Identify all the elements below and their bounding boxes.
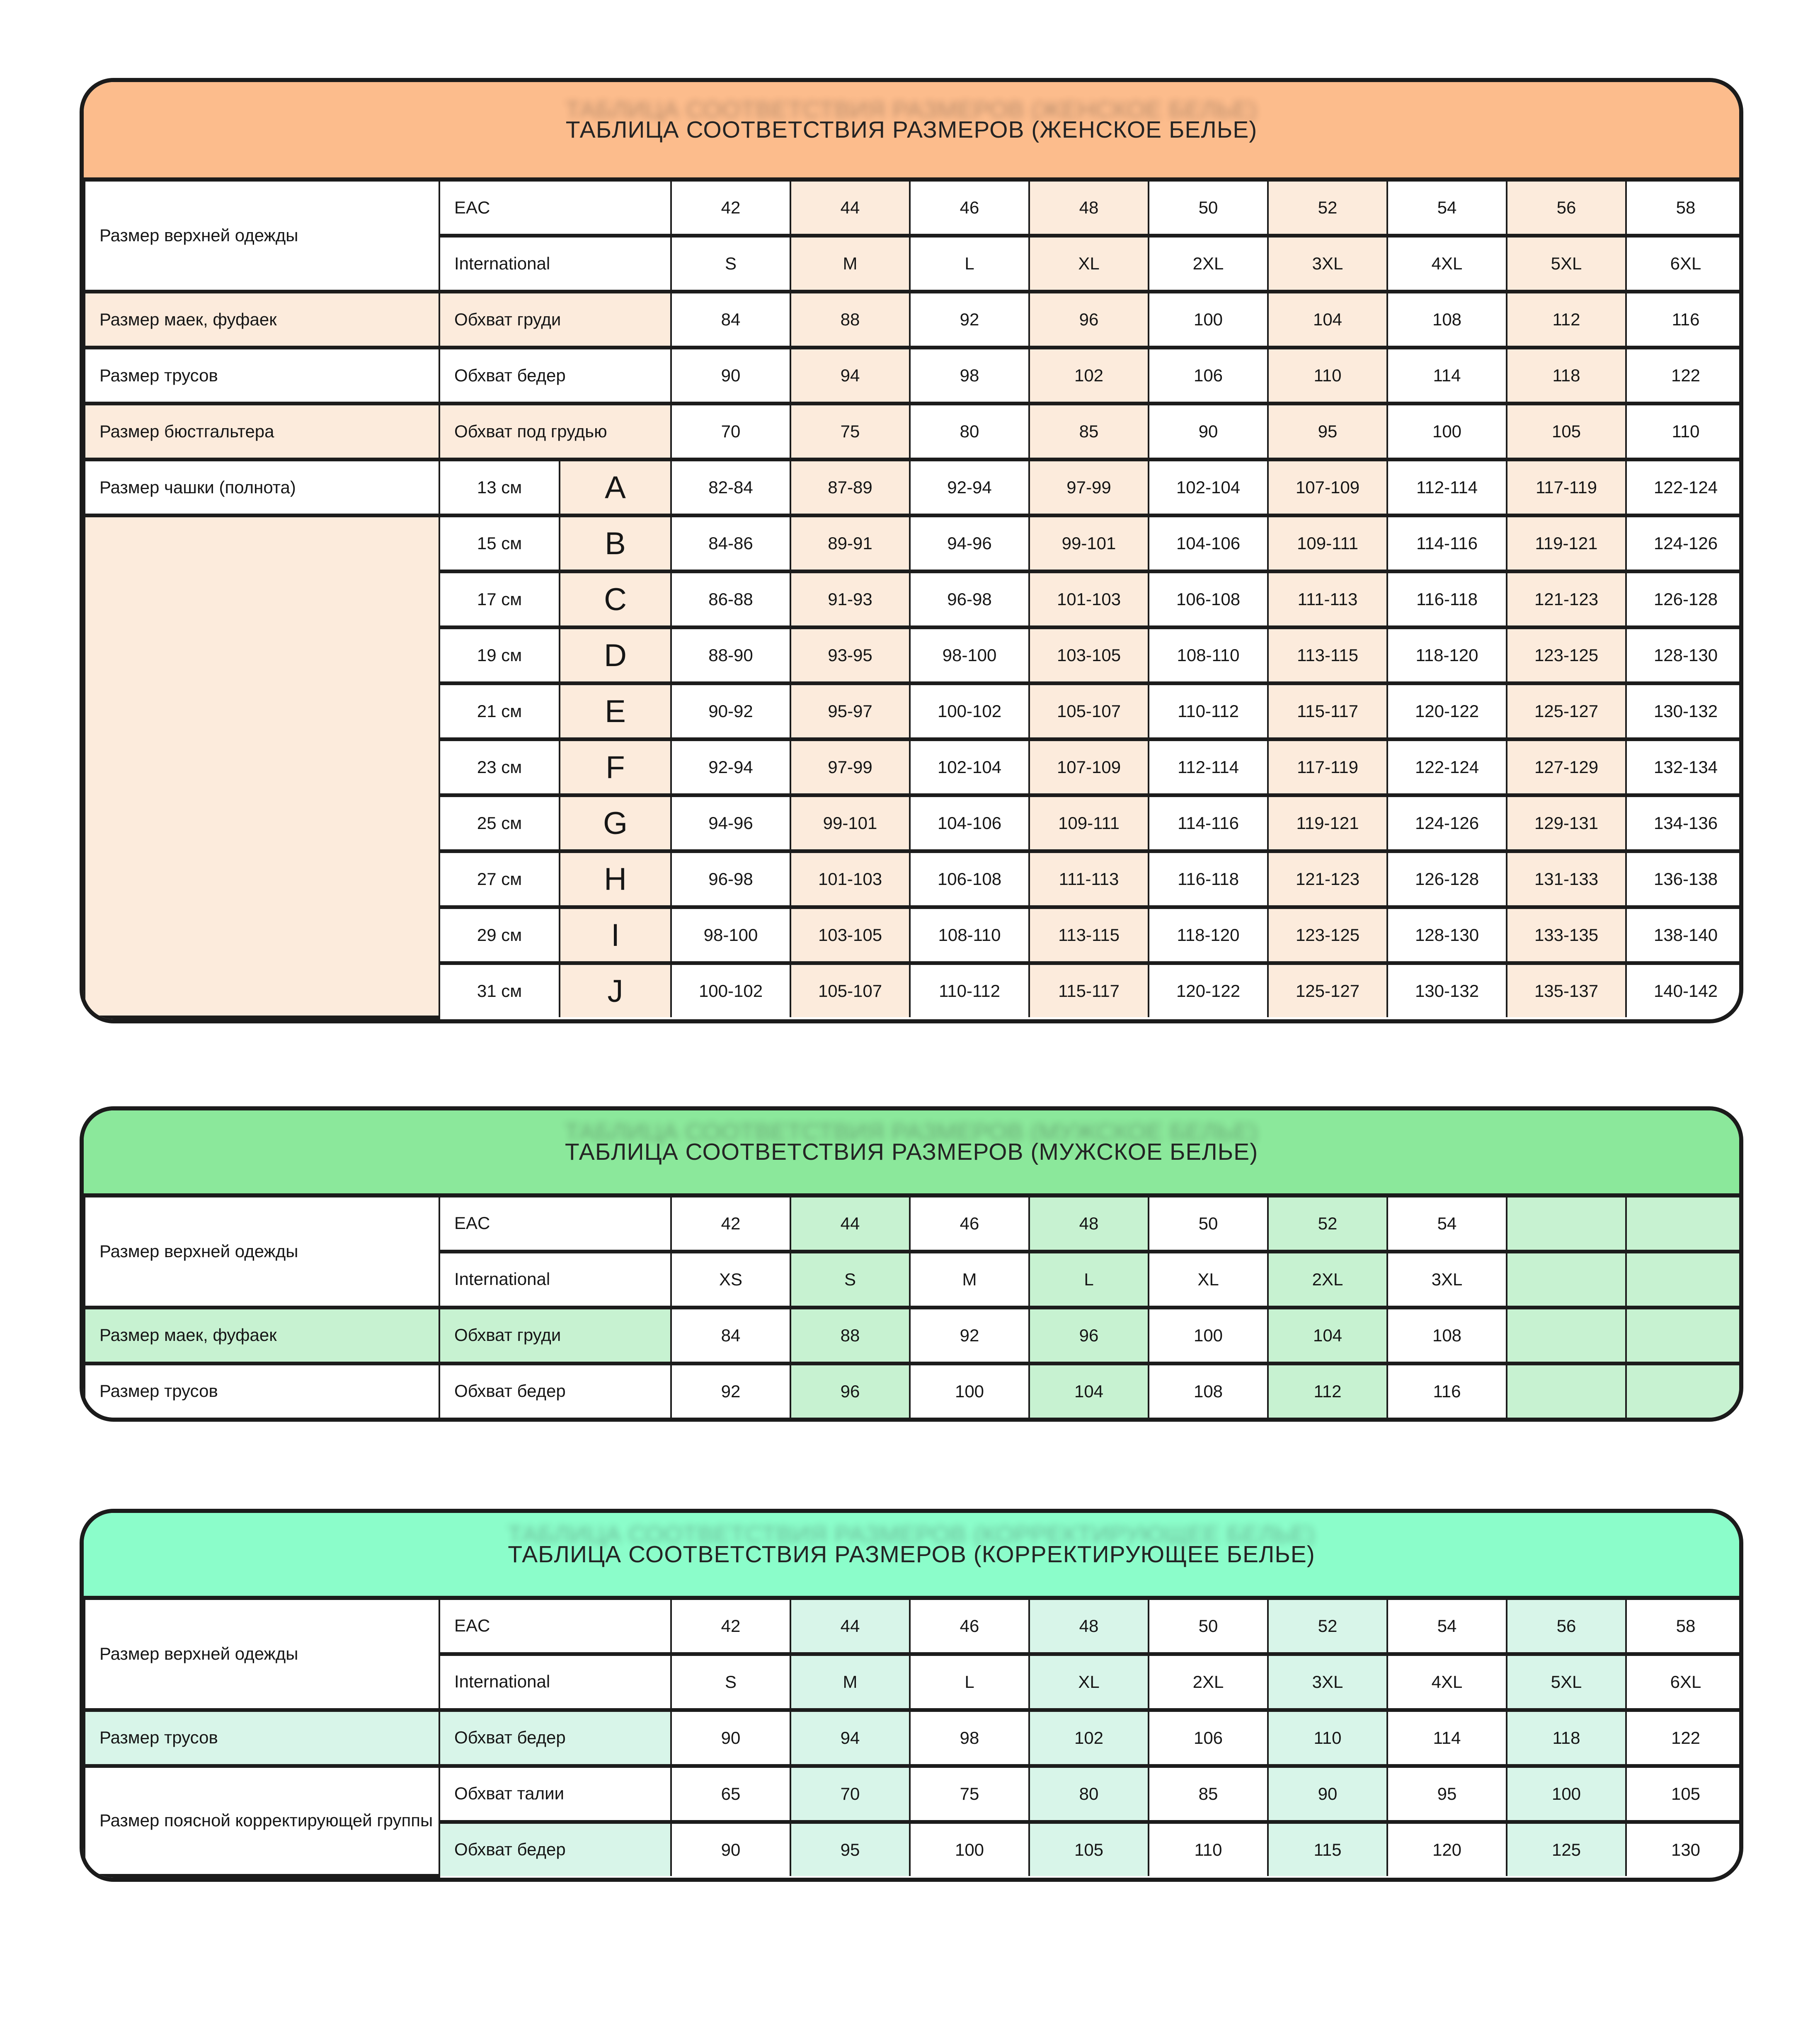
size-value-cell: 129-131 [1507,795,1626,851]
size-value-cell: 48 [1029,1600,1149,1654]
cup-height-cell: 17 см [439,572,560,628]
size-value-cell: 100 [910,1822,1029,1876]
table-row [85,348,1743,404]
shapewear-sizes-table [80,1509,1743,1882]
size-value-cell: 106 [1149,348,1268,404]
measure-label-cell: EAC [439,182,671,236]
size-value-cell: 44 [790,1600,910,1654]
size-value-cell: 96 [1029,292,1149,348]
size-value-cell: 2XL [1268,1251,1387,1307]
men-sizes-table [80,1106,1743,1422]
size-value-cell: 92-94 [910,460,1029,516]
size-value-cell: 92 [910,292,1029,348]
size-value-cell: 123-125 [1268,907,1387,963]
size-value-cell: 80 [910,404,1029,460]
size-value-cell: 114-116 [1149,795,1268,851]
women-sizes-table [80,78,1743,1023]
size-value-cell: 85 [1149,1766,1268,1822]
size-value-cell: 82-84 [671,460,790,516]
size-value-cell: 110 [1268,348,1387,404]
size-value-cell: 42 [671,182,790,236]
size-value-cell: 44 [790,1197,910,1252]
size-value-cell: 56 [1507,182,1626,236]
measure-label-cell: Обхват талии [439,1766,671,1822]
size-value-cell: 100 [1149,292,1268,348]
size-value-cell: 124-126 [1626,516,1743,572]
cup-letter-cell: B [560,516,671,572]
size-value-cell: 114 [1387,348,1507,404]
size-value-cell: 42 [671,1600,790,1654]
size-value-cell: 5XL [1507,236,1626,292]
row-label-cell: Размер верхней одежды [85,1197,439,1308]
size-value-cell: 90 [1268,1766,1387,1822]
size-value-cell: 86-88 [671,572,790,628]
size-value-cell: 3XL [1268,1654,1387,1710]
size-value-cell: 123-125 [1507,628,1626,684]
row-label-cell: Размер верхней одежды [85,182,439,292]
size-value-cell: 92 [910,1307,1029,1363]
size-value-cell: 6XL [1626,236,1743,292]
size-value-cell: 117-119 [1507,460,1626,516]
size-value-cell: 110-112 [910,963,1029,1018]
table-row [85,1363,1743,1418]
row-label-cell: Размер верхней одежды [85,1600,439,1710]
men-table-header [84,1110,1739,1197]
size-value-cell: 75 [790,404,910,460]
size-value-cell: S [671,236,790,292]
size-value-cell: 125-127 [1507,684,1626,739]
size-value-cell: 119-121 [1268,795,1387,851]
size-value-cell: 90 [671,348,790,404]
size-value-cell: 48 [1029,182,1149,236]
empty-cell [1626,1363,1743,1418]
size-value-cell: 90 [671,1710,790,1766]
size-value-cell: 112-114 [1149,739,1268,795]
size-value-cell: 112 [1268,1363,1387,1418]
cup-height-cell: 31 см [439,963,560,1018]
size-value-cell: 75 [910,1766,1029,1822]
size-value-cell: 131-133 [1507,851,1626,907]
size-value-cell: 102 [1029,348,1149,404]
size-value-cell: 106-108 [1149,572,1268,628]
size-value-cell: 96 [1029,1307,1149,1363]
size-value-cell: 108 [1149,1363,1268,1418]
cup-height-cell: 19 см [439,628,560,684]
row-label-cell: Размер чашки (полнота) [85,460,439,516]
size-value-cell: 122 [1626,1710,1743,1766]
size-value-cell: 120-122 [1149,963,1268,1018]
size-value-cell: 130-132 [1626,684,1743,739]
size-value-cell: 87-89 [790,460,910,516]
size-value-cell: 127-129 [1507,739,1626,795]
size-value-cell: 122-124 [1387,739,1507,795]
size-value-cell: S [671,1654,790,1710]
size-value-cell: 52 [1268,182,1387,236]
size-value-cell: 52 [1268,1197,1387,1252]
size-value-cell: XL [1029,236,1149,292]
size-value-cell: 95 [1268,404,1387,460]
row-label-cell: Размер маек, фуфаек [85,1307,439,1363]
men-table-title: ТАБЛИЦА СООТВЕТСТВИЯ РАЗМЕРОВ (МУЖСКОЕ БЕЛЬЕ) [565,1138,1258,1165]
empty-cell [1507,1251,1626,1307]
size-value-cell: 91-93 [790,572,910,628]
cup-letter-cell: I [560,907,671,963]
size-value-cell: 105 [1029,1822,1149,1876]
size-value-cell: 108-110 [910,907,1029,963]
size-value-cell: 132-134 [1626,739,1743,795]
measure-label-cell: Обхват груди [439,1307,671,1363]
size-value-cell: 93-95 [790,628,910,684]
empty-cell [1507,1197,1626,1252]
size-value-cell: 98 [910,1710,1029,1766]
row-label-cell: Размер бюстгальтера [85,404,439,460]
size-value-cell: 110-112 [1149,684,1268,739]
size-value-cell: 46 [910,1600,1029,1654]
size-value-cell: 114 [1387,1710,1507,1766]
size-value-cell: 109-111 [1029,795,1149,851]
size-value-cell: 56 [1507,1600,1626,1654]
size-value-cell: 100 [910,1363,1029,1418]
size-value-cell: 113-115 [1268,628,1387,684]
empty-cell [1626,1307,1743,1363]
cup-height-cell: 23 см [439,739,560,795]
size-value-cell: 94-96 [671,795,790,851]
size-value-cell: 104 [1029,1363,1149,1418]
size-value-cell: 108-110 [1149,628,1268,684]
size-value-cell: 50 [1149,1197,1268,1252]
shapewear-size-grid [84,1600,1743,1878]
row-label-cell: Размер трусов [85,1363,439,1418]
cup-letter-cell: A [560,460,671,516]
size-value-cell: 80 [1029,1766,1149,1822]
size-value-cell: 126-128 [1626,572,1743,628]
size-value-cell: 118-120 [1149,907,1268,963]
size-value-cell: 122-124 [1626,460,1743,516]
size-value-cell: 114-116 [1387,516,1507,572]
size-value-cell: 105-107 [790,963,910,1018]
size-value-cell: L [910,1654,1029,1710]
size-value-cell: 100 [1387,404,1507,460]
row-label-cell: Размер поясной корректирующей группы [85,1766,439,1876]
size-value-cell: XL [1029,1654,1149,1710]
size-value-cell: M [790,1654,910,1710]
size-value-cell: 119-121 [1507,516,1626,572]
size-value-cell: 96 [790,1363,910,1418]
size-value-cell: 125-127 [1268,963,1387,1018]
size-value-cell: 124-126 [1387,795,1507,851]
size-value-cell: 99-101 [1029,516,1149,572]
table-row [85,1197,1743,1252]
size-value-cell: 54 [1387,182,1507,236]
size-value-cell: 105-107 [1029,684,1149,739]
size-value-cell: 50 [1149,182,1268,236]
cup-height-cell: 25 см [439,795,560,851]
size-value-cell: 136-138 [1626,851,1743,907]
size-value-cell: 58 [1626,1600,1743,1654]
size-value-cell: 99-101 [790,795,910,851]
cup-letter-cell: J [560,963,671,1018]
cup-letter-cell: E [560,684,671,739]
size-value-cell: 58 [1626,182,1743,236]
size-value-cell: 103-105 [1029,628,1149,684]
size-value-cell: 6XL [1626,1654,1743,1710]
size-value-cell: 54 [1387,1600,1507,1654]
size-value-cell: 125 [1507,1822,1626,1876]
size-value-cell: 112 [1507,292,1626,348]
measure-label-cell: International [439,1654,671,1710]
measure-label-cell: EAC [439,1600,671,1654]
cup-height-cell: 13 см [439,460,560,516]
size-value-cell: 65 [671,1766,790,1822]
size-value-cell: 52 [1268,1600,1387,1654]
size-value-cell: 94 [790,1710,910,1766]
size-value-cell: 102-104 [910,739,1029,795]
size-value-cell: 116-118 [1387,572,1507,628]
size-value-cell: 113-115 [1029,907,1149,963]
size-value-cell: 100-102 [910,684,1029,739]
size-value-cell: 84 [671,1307,790,1363]
size-value-cell: 48 [1029,1197,1149,1252]
size-value-cell: 101-103 [790,851,910,907]
size-value-cell: 120-122 [1387,684,1507,739]
empty-cell [1626,1251,1743,1307]
cup-height-cell: 27 см [439,851,560,907]
empty-cell [85,516,439,1018]
measure-label-cell: International [439,1251,671,1307]
measure-label-cell: Обхват бедер [439,1363,671,1418]
size-value-cell: 95-97 [790,684,910,739]
size-value-cell: 135-137 [1507,963,1626,1018]
size-value-cell: 105 [1507,404,1626,460]
size-value-cell: XL [1149,1251,1268,1307]
size-value-cell: 111-113 [1029,851,1149,907]
size-value-cell: 92-94 [671,739,790,795]
measure-label-cell: Обхват груди [439,292,671,348]
size-value-cell: 94 [790,348,910,404]
size-value-cell: 5XL [1507,1654,1626,1710]
size-value-cell: 97-99 [1029,460,1149,516]
size-value-cell: XS [671,1251,790,1307]
size-value-cell: 89-91 [790,516,910,572]
size-value-cell: 88-90 [671,628,790,684]
size-value-cell: 130 [1626,1822,1743,1876]
cup-letter-cell: G [560,795,671,851]
measure-label-cell: EAC [439,1197,671,1252]
size-value-cell: 100 [1507,1766,1626,1822]
empty-cell [1507,1363,1626,1418]
size-value-cell: S [790,1251,910,1307]
row-label-cell: Размер трусов [85,1710,439,1766]
size-value-cell: 101-103 [1029,572,1149,628]
size-value-cell: 102 [1029,1710,1149,1766]
size-value-cell: 4XL [1387,1654,1507,1710]
size-value-cell: 88 [790,292,910,348]
cup-height-cell: 15 см [439,516,560,572]
size-value-cell: 54 [1387,1197,1507,1252]
size-value-cell: 92 [671,1363,790,1418]
cup-letter-cell: H [560,851,671,907]
size-value-cell: 96-98 [910,572,1029,628]
shapewear-table-header [84,1513,1739,1600]
table-row [85,404,1743,460]
table-row [85,1710,1743,1766]
size-value-cell: 121-123 [1507,572,1626,628]
size-value-cell: 95 [790,1822,910,1876]
measure-label-cell: Обхват бедер [439,1822,671,1876]
women-size-grid [84,182,1743,1019]
size-value-cell: 44 [790,182,910,236]
table-row [85,1600,1743,1654]
size-value-cell: 134-136 [1626,795,1743,851]
size-value-cell: 115-117 [1268,684,1387,739]
size-value-cell: 116 [1626,292,1743,348]
shapewear-table-title: ТАБЛИЦА СООТВЕТСТВИЯ РАЗМЕРОВ (КОРРЕКТИРУЮЩЕЕ БЕЛЬЕ) [508,1541,1315,1568]
size-value-cell: 109-111 [1268,516,1387,572]
size-value-cell: 138-140 [1626,907,1743,963]
row-label-cell: Размер маек, фуфаек [85,292,439,348]
size-value-cell: 85 [1029,404,1149,460]
size-value-cell: 108 [1387,1307,1507,1363]
size-value-cell: 106 [1149,1710,1268,1766]
size-value-cell: 97-99 [790,739,910,795]
empty-cell [1626,1197,1743,1252]
size-value-cell: 84 [671,292,790,348]
table-row [85,182,1743,236]
size-value-cell: 115 [1268,1822,1387,1876]
size-value-cell: 117-119 [1268,739,1387,795]
table-row [85,1766,1743,1822]
size-value-cell: 128-130 [1626,628,1743,684]
size-value-cell: 103-105 [790,907,910,963]
size-value-cell: 110 [1268,1710,1387,1766]
size-value-cell: 90 [671,1822,790,1876]
women-table-header [84,82,1739,182]
size-value-cell: L [910,236,1029,292]
size-value-cell: 121-123 [1268,851,1387,907]
size-value-cell: 122 [1626,348,1743,404]
size-value-cell: 108 [1387,292,1507,348]
size-value-cell: 116 [1387,1363,1507,1418]
size-value-cell: 2XL [1149,236,1268,292]
measure-label-cell: International [439,236,671,292]
table-row [85,1307,1743,1363]
size-value-cell: 46 [910,1197,1029,1252]
size-value-cell: 90-92 [671,684,790,739]
size-value-cell: 50 [1149,1600,1268,1654]
size-value-cell: 133-135 [1507,907,1626,963]
size-value-cell: 98 [910,348,1029,404]
size-value-cell: 3XL [1387,1251,1507,1307]
size-value-cell: 100-102 [671,963,790,1018]
size-value-cell: 126-128 [1387,851,1507,907]
row-label-cell: Размер трусов [85,348,439,404]
cup-height-cell: 29 см [439,907,560,963]
table-row [85,460,1743,516]
measure-label-cell: Обхват бедер [439,1710,671,1766]
cup-height-cell: 21 см [439,684,560,739]
size-value-cell: 90 [1149,404,1268,460]
size-value-cell: 118 [1507,1710,1626,1766]
size-value-cell: 120 [1387,1822,1507,1876]
size-value-cell: 104 [1268,292,1387,348]
size-value-cell: 98-100 [671,907,790,963]
cup-letter-cell: F [560,739,671,795]
size-value-cell: 106-108 [910,851,1029,907]
table-row [85,516,1743,572]
size-value-cell: 110 [1626,404,1743,460]
size-value-cell: 70 [671,404,790,460]
women-table-title: ТАБЛИЦА СООТВЕТСТВИЯ РАЗМЕРОВ (ЖЕНСКОЕ БЕЛЬЕ) [565,116,1258,143]
size-value-cell: M [910,1251,1029,1307]
size-value-cell: 95 [1387,1766,1507,1822]
size-value-cell: 4XL [1387,236,1507,292]
size-value-cell: 84-86 [671,516,790,572]
size-value-cell: 105 [1626,1766,1743,1822]
size-value-cell: 96-98 [671,851,790,907]
size-value-cell: 104 [1268,1307,1387,1363]
size-value-cell: 107-109 [1029,739,1149,795]
size-value-cell: 107-109 [1268,460,1387,516]
table-row [85,292,1743,348]
size-value-cell: 112-114 [1387,460,1507,516]
size-value-cell: 3XL [1268,236,1387,292]
measure-label-cell: Обхват бедер [439,348,671,404]
size-value-cell: 2XL [1149,1654,1268,1710]
size-value-cell: M [790,236,910,292]
size-value-cell: 94-96 [910,516,1029,572]
size-value-cell: 88 [790,1307,910,1363]
size-value-cell: 118 [1507,348,1626,404]
size-value-cell: 104-106 [910,795,1029,851]
empty-cell [1507,1307,1626,1363]
size-value-cell: 70 [790,1766,910,1822]
size-value-cell: 100 [1149,1307,1268,1363]
size-value-cell: L [1029,1251,1149,1307]
size-value-cell: 116-118 [1149,851,1268,907]
size-value-cell: 104-106 [1149,516,1268,572]
size-value-cell: 118-120 [1387,628,1507,684]
cup-letter-cell: C [560,572,671,628]
size-value-cell: 140-142 [1626,963,1743,1018]
size-chart-sheet [0,78,1820,2024]
size-value-cell: 130-132 [1387,963,1507,1018]
size-value-cell: 128-130 [1387,907,1507,963]
size-value-cell: 102-104 [1149,460,1268,516]
size-value-cell: 110 [1149,1822,1268,1876]
size-value-cell: 98-100 [910,628,1029,684]
measure-label-cell: Обхват под грудью [439,404,671,460]
cup-letter-cell: D [560,628,671,684]
size-value-cell: 42 [671,1197,790,1252]
size-value-cell: 115-117 [1029,963,1149,1018]
size-value-cell: 46 [910,182,1029,236]
men-size-grid [84,1197,1743,1418]
size-value-cell: 111-113 [1268,572,1387,628]
